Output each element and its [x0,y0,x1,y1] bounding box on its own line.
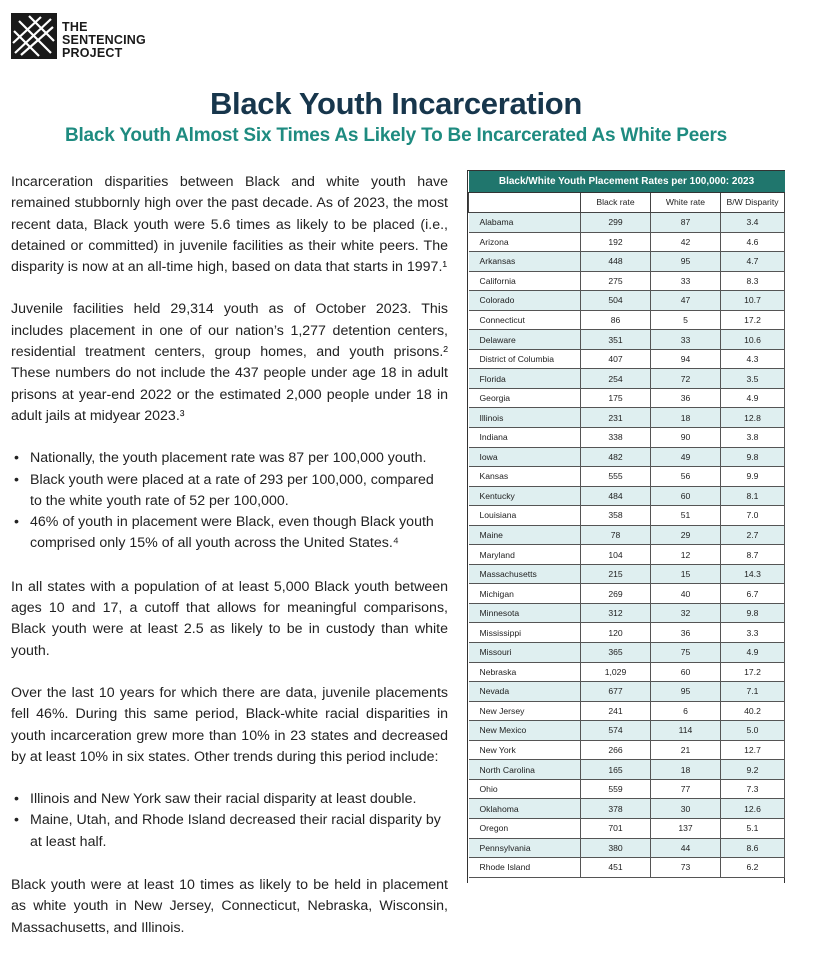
paragraph-2: Juvenile facilities held 29,314 youth as of October 2023. This includes placement in one of our nation’s 1,277 detention centers, residential treatment centers, group homes, and youth prisons.² These numbers do not include the 437 people under age 18 in adult prisons at year-end 2022 or the estimated 2,000 people under 18 in adult jails at midyear 2023.³ [11,301,448,424]
table-row [469,232,785,252]
paragraph-3: In all states with a population of at least 5,000 Black youth between ages 10 and 17, a cutoff that allows for meaningful comparisons, Black youth were at least 2.5 as likely to be in custody than white youth. [11,578,448,659]
state-cell: California [469,271,581,291]
table-row [469,584,785,604]
disparity-cell: 12.8 [721,408,785,428]
page-title: Black Youth Incarceration [209,86,583,121]
sentencing-project-logo-icon [11,13,57,59]
table-row [469,838,785,858]
white-rate-cell: 56 [651,467,721,487]
table-row [469,291,785,311]
black-rate-cell: 231 [581,408,651,428]
black-rate-cell: 380 [581,838,651,858]
table-row [469,447,785,467]
black-rate-cell: 165 [581,760,651,780]
bullet-list-2 [11,789,448,853]
table-row [469,486,785,506]
table-row [469,682,785,702]
white-rate-cell: 75 [651,643,721,663]
state-cell: New York [469,740,581,760]
state-cell: Georgia [469,388,581,408]
black-rate-cell: 555 [581,467,651,487]
white-rate-cell: 44 [651,838,721,858]
black-rate-cell: 78 [581,525,651,545]
paragraph-4: Over the last 10 years for which there are data, juvenile placements fell 46%. During this same period, Black-white racial disparities in youth incarceration grew more than 10% in 23 states and decreased by at least 10% in six states. Other trends during this period include: [11,684,448,765]
disparity-cell: 5.0 [721,721,785,741]
white-rate-cell: 90 [651,428,721,448]
bullet-list-1 [11,448,448,554]
white-rate-cell: 51 [651,506,721,526]
disparity-cell: 7.0 [721,506,785,526]
disparity-cell: 3.8 [721,428,785,448]
table-row [469,779,785,799]
table-row [469,428,785,448]
paragraph-5: Black youth were at least 10 times as likely to be held in placement as white youth in New Jersey, Connecticut, Nebraska, Wisconsin, Massachusetts, and Illinois. [11,877,448,936]
black-rate-cell: 192 [581,232,651,252]
state-cell: Nebraska [469,662,581,682]
state-cell: Louisiana [469,506,581,526]
paragraph-1: Incarceration disparities between Black and white youth have remained stubbornly high over the past decade. As of 2023, the most recent data, Black youth were 5.6 times as likely to be placed (i.e., detained or committed) in juvenile facilities as their white peers. The disparity is now at an all-time high, based on data that starts in 1997.¹ [11,174,448,276]
black-rate-cell: 358 [581,506,651,526]
state-cell: Kentucky [469,486,581,506]
disparity-cell: 8.1 [721,486,785,506]
disparity-cell: 12.6 [721,799,785,819]
black-rate-cell: 175 [581,388,651,408]
state-cell: Delaware [469,330,581,350]
disparity-cell: 9.8 [721,447,785,467]
table-body [469,213,785,878]
black-rate-cell: 701 [581,818,651,838]
table-row [469,818,785,838]
black-rate-cell: 407 [581,349,651,369]
white-rate-cell: 94 [651,349,721,369]
black-rate-cell: 275 [581,271,651,291]
black-rate-cell: 482 [581,447,651,467]
table-row [469,271,785,291]
state-cell: Minnesota [469,603,581,623]
disparity-cell: 9.9 [721,467,785,487]
state-cell: Maine [469,525,581,545]
state-cell: Indiana [469,428,581,448]
table-row [469,369,785,389]
state-cell: New Jersey [469,701,581,721]
black-rate-cell: 504 [581,291,651,311]
black-rate-cell: 312 [581,603,651,623]
disparity-cell: 8.3 [721,271,785,291]
black-rate-cell: 484 [581,486,651,506]
state-cell: Arizona [469,232,581,252]
logo-line-1: THE [62,20,88,34]
white-rate-cell: 18 [651,408,721,428]
bullet-item: • Nationally, the youth placement rate was 87 per 100,000 youth. [11,448,448,469]
state-cell: Oklahoma [469,799,581,819]
white-rate-cell: 15 [651,564,721,584]
table-row [469,213,785,233]
disparity-cell: 4.7 [721,252,785,272]
black-rate-cell: 104 [581,545,651,565]
table-row [469,662,785,682]
white-rate-cell: 40 [651,584,721,604]
white-rate-cell: 114 [651,721,721,741]
black-rate-cell: 378 [581,799,651,819]
table-caption: Black/White Youth Placement Rates per 100,000: 2023 [469,171,785,192]
black-rate-cell: 254 [581,369,651,389]
black-rate-cell: 338 [581,428,651,448]
black-rate-cell: 365 [581,643,651,663]
black-rate-cell: 86 [581,310,651,330]
state-cell: Connecticut [469,310,581,330]
state-cell: Nevada [469,682,581,702]
state-cell: Kansas [469,467,581,487]
white-rate-cell: 6 [651,701,721,721]
white-rate-cell: 12 [651,545,721,565]
disparity-cell: 3.3 [721,623,785,643]
state-cell: Colorado [469,291,581,311]
state-cell: Missouri [469,643,581,663]
state-cell: North Carolina [469,760,581,780]
disparity-cell: 3.4 [721,213,785,233]
disparity-cell: 8.6 [721,838,785,858]
white-rate-cell: 49 [651,447,721,467]
disparity-cell: 10.7 [721,291,785,311]
table-row [469,388,785,408]
disparity-cell: 6.7 [721,584,785,604]
white-rate-cell: 29 [651,525,721,545]
state-cell: Rhode Island [469,858,581,878]
page-subtitle: Black Youth Almost Six Times As Likely To Be Incarcerated As White Peers [64,125,728,146]
disparity-cell: 17.2 [721,662,785,682]
white-rate-cell: 72 [651,369,721,389]
logo-line-2: SENTENCING [62,33,146,47]
disparity-cell: 2.7 [721,525,785,545]
column-header-black-rate: Black rate [581,192,651,213]
state-cell: Pennsylvania [469,838,581,858]
disparity-cell: 14.3 [721,564,785,584]
state-cell: New Mexico [469,721,581,741]
white-rate-cell: 33 [651,271,721,291]
column-header-disparity: B/W Disparity [721,192,785,213]
bullet-item: • Illinois and New York saw their racial disparity at least double. [11,789,448,810]
white-rate-cell: 137 [651,818,721,838]
bullet-item: • Black youth were placed at a rate of 293 per 100,000, compared to the white youth rate of 52 per 100,000. [11,470,448,513]
disparity-cell: 10.6 [721,330,785,350]
state-cell: Arkansas [469,252,581,272]
table-row [469,721,785,741]
disparity-cell: 17.2 [721,310,785,330]
black-rate-cell: 241 [581,701,651,721]
disparity-cell: 4.9 [721,388,785,408]
disparity-cell: 40.2 [721,701,785,721]
disparity-cell: 4.3 [721,349,785,369]
black-rate-cell: 1,029 [581,662,651,682]
state-cell: Florida [469,369,581,389]
disparity-cell: 9.2 [721,760,785,780]
black-rate-cell: 574 [581,721,651,741]
disparity-cell: 7.3 [721,779,785,799]
white-rate-cell: 60 [651,486,721,506]
white-rate-cell: 18 [651,760,721,780]
logo-line-3: PROJECT [62,46,123,60]
white-rate-cell: 73 [651,858,721,878]
state-cell: Maryland [469,545,581,565]
white-rate-cell: 32 [651,603,721,623]
table-row [469,799,785,819]
column-header-white-rate: White rate [651,192,721,213]
table-row [469,506,785,526]
white-rate-cell: 36 [651,388,721,408]
state-cell: District of Columbia [469,349,581,369]
state-cell: Michigan [469,584,581,604]
state-cell: Mississippi [469,623,581,643]
logo-wordmark [62,21,146,60]
white-rate-cell: 30 [651,799,721,819]
table-row [469,760,785,780]
table-row [469,564,785,584]
white-rate-cell: 21 [651,740,721,760]
disparity-cell: 4.9 [721,643,785,663]
disparity-cell: 12.7 [721,740,785,760]
disparity-cell: 3.5 [721,369,785,389]
table-row [469,858,785,878]
state-cell: Illinois [469,408,581,428]
white-rate-cell: 33 [651,330,721,350]
body-text [11,172,448,960]
white-rate-cell: 36 [651,623,721,643]
white-rate-cell: 77 [651,779,721,799]
black-rate-cell: 448 [581,252,651,272]
black-rate-cell: 351 [581,330,651,350]
white-rate-cell: 95 [651,252,721,272]
bullet-item: • 46% of youth in placement were Black, even though Black youth comprised only 15% of all youth across the United States.⁴ [11,512,448,555]
white-rate-cell: 95 [651,682,721,702]
table-row [469,740,785,760]
table-row [469,643,785,663]
black-rate-cell: 215 [581,564,651,584]
state-cell: Ohio [469,779,581,799]
black-rate-cell: 120 [581,623,651,643]
state-cell: Massachusetts [469,564,581,584]
white-rate-cell: 47 [651,291,721,311]
disparity-cell: 9.8 [721,603,785,623]
white-rate-cell: 87 [651,213,721,233]
state-cell: Iowa [469,447,581,467]
black-rate-cell: 266 [581,740,651,760]
black-rate-cell: 269 [581,584,651,604]
table-row [469,701,785,721]
logo [11,13,171,63]
black-rate-cell: 677 [581,682,651,702]
disparity-cell: 8.7 [721,545,785,565]
white-rate-cell: 60 [651,662,721,682]
table-row [469,525,785,545]
table-row [469,467,785,487]
column-header-state [469,192,581,213]
table-row [469,545,785,565]
disparity-cell: 5.1 [721,818,785,838]
disparity-cell: 6.2 [721,858,785,878]
table-row [469,603,785,623]
table-row [469,623,785,643]
table-row [469,408,785,428]
black-rate-cell: 559 [581,779,651,799]
state-cell: Alabama [469,213,581,233]
disparity-cell: 7.1 [721,682,785,702]
disparity-cell: 4.6 [721,232,785,252]
black-rate-cell: 299 [581,213,651,233]
white-rate-cell: 5 [651,310,721,330]
placement-rates-table [467,170,785,883]
table-row [469,252,785,272]
table-row [469,349,785,369]
black-rate-cell: 451 [581,858,651,878]
bullet-item: • Maine, Utah, and Rhode Island decreased their racial disparity by at least half. [11,810,448,853]
table-row [469,310,785,330]
state-cell: Oregon [469,818,581,838]
table-row [469,330,785,350]
white-rate-cell: 42 [651,232,721,252]
